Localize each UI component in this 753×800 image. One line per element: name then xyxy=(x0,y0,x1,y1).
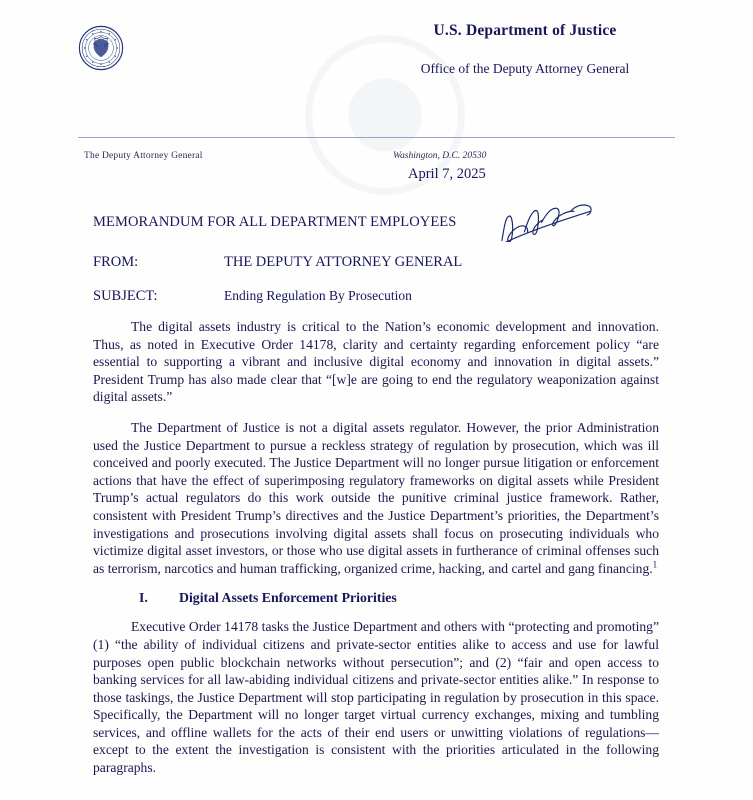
doj-seal-icon xyxy=(78,25,124,71)
section-numeral: I. xyxy=(139,590,148,606)
footnote-marker-1: 1 xyxy=(652,559,658,570)
body-paragraph-3: Executive Order 14178 tasks the Justice Department and others with “protecting and promoting” (1) “the ability of individual citizens and private-sector entities alike to access and use for lawful purposes open public blockchain networks without persecution”; and (2) “fair and open access to banking services for all law-abiding individual citizens and private-sector entities alike.” In response to those taskings, the Justice Department will stop participating in regulation by prosecution in this space. Specifically, the Department will no longer target virtual currency exchanges, mixing and tumbling services, and offline wallets for the acts of their end users or unwitting violations of regulations—except to the extent the investigation is consistent with the priorities articulated in the following paragraphs. xyxy=(93,619,659,776)
memorandum-addressee: MEMORANDUM FOR ALL DEPARTMENT EMPLOYEES xyxy=(93,214,457,230)
document-header xyxy=(0,0,753,120)
memo-subject-value: Ending Regulation By Prosecution xyxy=(224,288,412,303)
signature-icon xyxy=(492,196,602,242)
sender-title: The Deputy Attorney General xyxy=(84,151,203,161)
memo-subject-row xyxy=(93,288,412,305)
memo-from-value: THE DEPUTY ATTORNEY GENERAL xyxy=(224,254,463,270)
memo-from-label: FROM: xyxy=(93,254,139,270)
office-title: Office of the Deputy Attorney General xyxy=(420,61,630,76)
memo-subject-label: SUBJECT: xyxy=(93,288,158,304)
body-paragraph-2-text: The Department of Justice is not a digital assets regulator. However, the prior Administration used the Justice Department to pursue a reckless strategy of regulation by prosecution, which was ill conceived and poorly executed. The Justice Department will no longer pursue litigation or enforcement actions that have the effect of superimposing regulatory frameworks on digital assets while President Trump’s actual regulators do this work outside the punitive criminal justice framework. Rather, consistent with President Trump’s directives and the Justice Department’s priorities, the Department’s investigations and prosecutions involving digital assets shall focus on prosecuting individuals who victimize digital asset investors, or those who use digital assets in furtherance of criminal offenses such as terrorism, narcotics and human trafficking, organized crime, hacking, and cartel and gang financing. xyxy=(93,419,659,576)
header-titles xyxy=(360,22,690,77)
section-title: Digital Assets Enforcement Priorities xyxy=(179,590,397,606)
body-paragraph-2 xyxy=(93,419,659,577)
body-paragraph-1: The digital assets industry is critical to the Nation’s economic development and innovation. Thus, as noted in Executive Order 14178, clarity and certainty regarding enforcement policy “are essential to supporting a vibrant and inclusive digital economy and innovation in digital assets.” President Trump has also made clear that “[w]e are going to end the regulatory weaponization against digital assets.” xyxy=(93,319,659,405)
document-body xyxy=(93,318,659,790)
date-line: April 7, 2025 xyxy=(408,166,486,182)
city-line: Washington, D.C. 20530 xyxy=(393,151,487,161)
memo-from-row xyxy=(93,254,462,271)
section-heading-1 xyxy=(93,590,659,606)
header-divider xyxy=(78,137,675,138)
department-title: U.S. Department of Justice xyxy=(433,22,617,39)
